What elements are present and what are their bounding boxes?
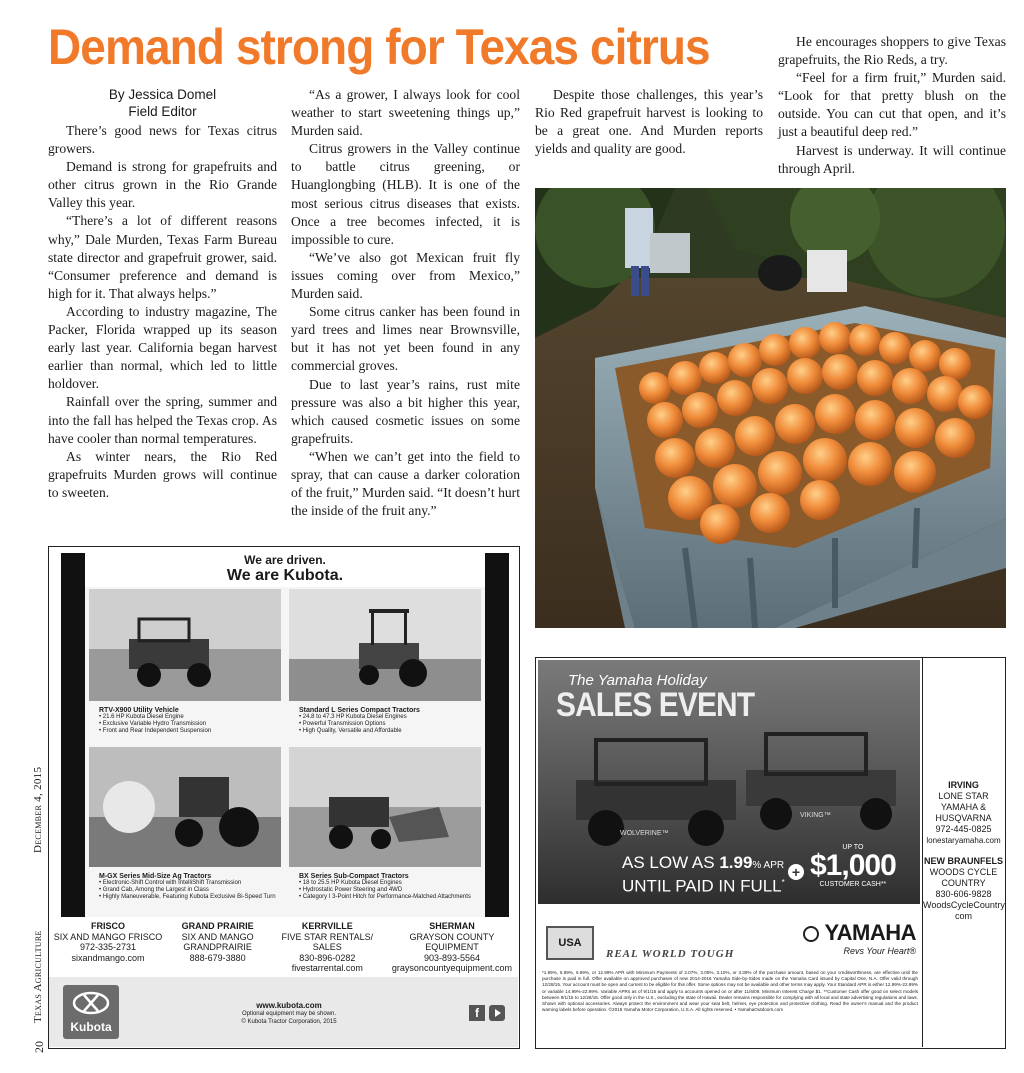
yamaha-dealers xyxy=(922,658,1007,1047)
yamaha-advertisement[interactable] xyxy=(535,657,1006,1049)
youtube-icon[interactable] xyxy=(489,1005,505,1021)
model-name: WOLVERINE xyxy=(620,830,662,837)
product-l-series xyxy=(299,707,479,735)
dealer-line: WOODS CYCLE xyxy=(929,867,998,877)
paragraph: “When we can’t get into the field to spray, that can cause a darker coloration of the fruit,” Murden said. “It doesn’t hurt the inside of the fruit any.” xyxy=(291,448,520,519)
play-icon xyxy=(489,1005,505,1021)
cash-label: CUSTOMER CASH** xyxy=(819,881,887,888)
dealer-line: SALES xyxy=(312,942,342,952)
kubota-copyright: © Kubota Tractor Corporation, 2015 xyxy=(241,1018,337,1025)
kubota-web xyxy=(219,1001,359,1026)
dealer-line: SIX AND MANGO FRISCO xyxy=(53,931,163,942)
yamaha-brand-text: YAMAHA xyxy=(824,920,916,945)
product-name: Standard L Series Compact Tractors xyxy=(299,707,420,714)
bullet-text: Category I 3-Point Hitch for Performance-Matched Attachments xyxy=(302,894,471,900)
bullet-dot: • xyxy=(99,714,103,720)
byline-author: By Jessica Domel xyxy=(108,87,217,102)
apr-prefix: AS LOW AS xyxy=(622,853,715,872)
page-number: 20 xyxy=(32,1041,46,1053)
yamaha-title-2: SALES EVENT xyxy=(556,686,755,724)
dealer-line: SIX AND MANGO xyxy=(181,931,254,942)
dealer-line: graysoncountyequipment.com xyxy=(391,963,512,973)
dealer-grand-prairie[interactable] xyxy=(168,921,268,974)
dealer-line: GRANDPRAIRIE xyxy=(183,942,252,952)
apr-rate: 1.99 xyxy=(719,853,753,872)
product-bullet xyxy=(99,728,279,735)
dealer-city: GRAND PRAIRIE xyxy=(181,921,254,931)
article-column-3 xyxy=(535,86,763,158)
upto-label: UP TO xyxy=(842,844,864,851)
made-in-usa-badge: USA xyxy=(546,926,594,960)
kubota-left-bar xyxy=(61,553,85,917)
bullet-text: Grand Cab, Among the Largest in Class xyxy=(102,887,209,893)
yamaha-fine-print: *1.99%, 5.99%, 6.99%, or 12.99% APR with Minimum Payments of 2.07%, 3.05%, 3.10%, or 3.39% of the purchase amount, based on your creditworthiness, are effective until the purchase is paid in full. Offer available on approved purchases of new 2014-2016 Yamaha Side-by-Sides made on the Yamaha Card issued by Capital One, N.A. Offer valid through 12/28/15. Your account must be open and current to be eligible for this offer. Some options may not be available and other terms may apply. Your Standard APR is either 12.99%-22.99% or variable 14.99%-22.99%. Variable APRs as of 9/1/15 and apply to accounts opened on or after 11/6/09. Minimum Interest Charge $1. **Customer Cash offer good on select models between 9/1/15 to 12/28/15. Offer good only in the U.S., excluding the state of Hawaii. Dealer remains responsible for complying with all local and state advertising regulations and laws. Shown with optional accessories. Always protect the environment and wear your seat belt, helmet, eye protection and protective clothing. Read the owner’s manual and the product warning labels before operation. ©2015 Yamaha Motor Corporation, U.S.A. All rights reserved. • YamahaOutdoors.com xyxy=(542,970,918,1013)
paragraph: “As a grower, I always look for cool weather to start sweetening things up,” Murden said. xyxy=(291,87,520,139)
bullet-text: Highly Maneuverable, Featuring Kubota Exclusive Bi-Speed Turn xyxy=(102,894,276,900)
bullet-text: 18 to 25.5 HP Kubota Diesel Engines xyxy=(302,880,402,886)
product-bx xyxy=(299,873,485,901)
product-bullet xyxy=(299,728,479,735)
apr-offer xyxy=(622,854,785,895)
dealer-line: 903-893-5564 xyxy=(423,952,480,963)
paragraph: Some citrus canker has been found in yard trees and limes near Brownsville, but it has not yet been found in any commercial groves. xyxy=(291,304,520,374)
dealer-line: 830-896-0282 xyxy=(299,952,356,963)
dealer-line: 972-335-2731 xyxy=(79,942,137,952)
headline: Demand strong for Texas citrus xyxy=(48,19,710,75)
yamaha-slogan: Revs Your Heart® xyxy=(843,946,916,956)
kubota-product-grid xyxy=(85,587,485,917)
apr-line xyxy=(622,854,785,874)
paragraph: According to industry magazine, The Packer, Florida wrapped up its season early last year. California began harvest earlier than normal, which led to little holdover. xyxy=(48,303,277,392)
paragraph: There’s good news for Texas citrus growers. xyxy=(48,123,277,157)
product-bullet xyxy=(99,894,289,901)
ag-tractor-image xyxy=(89,747,281,867)
bullet-dot: • xyxy=(99,894,103,900)
product-rtv xyxy=(99,707,279,735)
byline-role: Field Editor xyxy=(128,104,197,119)
side-by-side-vehicles xyxy=(566,730,916,850)
apr-term xyxy=(622,874,785,895)
dealer-line: com xyxy=(954,911,972,921)
kubota-logo xyxy=(63,985,119,1039)
model-viking: VIKING™ xyxy=(800,812,831,819)
utility-vehicle-image xyxy=(89,589,281,701)
bullet-text: High Quality, Versatile and Affordable xyxy=(302,728,402,734)
dealer-line: LONE STAR xyxy=(938,791,989,801)
yamaha-logo xyxy=(798,920,916,956)
real-world-tough: REAL WORLD TOUGH xyxy=(606,948,735,960)
kubota-url[interactable]: www.kubota.com xyxy=(256,1001,322,1010)
yamaha-brand xyxy=(798,920,916,946)
dealer-frisco[interactable] xyxy=(53,921,163,974)
bullet-text: 24.8 to 47.3 HP Kubota Diesel Engines xyxy=(302,714,407,720)
kubota-right-bar xyxy=(485,553,509,917)
paragraph: “There’s a lot of different reasons why,” Dale Murden, Texas Farm Bureau state director and grapefruit grower, said. “Consumer preference and demand is high for it. That always helps.” xyxy=(48,213,277,301)
product-bullet xyxy=(299,894,485,901)
dealer-line: YAMAHA & xyxy=(940,802,987,812)
bullet-dot: • xyxy=(299,880,303,886)
product-bullet xyxy=(299,714,479,721)
kubota-footer xyxy=(49,977,518,1047)
paragraph: Demand is strong for grapefruits and other citrus grown in the Rio Grande Valley this year. xyxy=(48,159,277,211)
kubota-logo-text: Kubota xyxy=(70,1020,112,1034)
dealer-line: GRAYSON COUNTY xyxy=(409,931,495,942)
yamaha-slogan-text: Revs Your Heart xyxy=(843,946,910,956)
dealer-city: SHERMAN xyxy=(429,921,475,931)
product-bullet xyxy=(299,880,485,887)
article-column-4 xyxy=(778,33,1006,178)
dealer-line: sixandmango.com xyxy=(71,952,145,963)
paragraph: “We’ve also got Mexican fruit fly issues coming over from Mexico,” Murden said. xyxy=(291,249,520,302)
facebook-icon[interactable]: f xyxy=(469,1005,485,1021)
paragraph: Due to last year’s rains, rust mite pressure was also a bit higher this year, which caused cosmetic issues on some grapefruits. xyxy=(291,376,520,446)
bullet-dot: • xyxy=(299,728,303,734)
bullet-dot: • xyxy=(299,721,303,727)
kubota-advertisement[interactable] xyxy=(48,546,520,1049)
tuning-fork-icon xyxy=(803,926,819,942)
dealer-city: IRVING xyxy=(948,780,979,790)
kubota-note: Optional equipment may be shown. xyxy=(241,1011,337,1017)
customer-cash xyxy=(810,844,896,888)
dealer-city: KERRVILLE xyxy=(301,921,353,931)
product-m-gx xyxy=(99,873,289,901)
photo-illustration xyxy=(535,188,1006,628)
product-bullet xyxy=(99,714,279,721)
dealer-irving[interactable] xyxy=(923,780,1004,846)
dealer-sherman[interactable] xyxy=(387,921,517,974)
paragraph: Harvest is underway. It will continue through April. xyxy=(778,142,1006,176)
product-name: BX Series Sub-Compact Tractors xyxy=(299,873,409,880)
paragraph: “Feel for a firm fruit,” Murden said. “Look for that pretty blush on the outside. You can cut that open, and it’s just a beautiful deep red.” xyxy=(778,70,1006,140)
bullet-dot: • xyxy=(99,887,103,893)
model-wolverine: WOLVERINE™ xyxy=(620,830,669,837)
kubota-tagline-2: We are Kubota. xyxy=(226,567,344,584)
publication-name: Texas Agriculture xyxy=(32,930,44,1023)
dealer-city: NEW BRAUNFELS xyxy=(924,856,1003,866)
dealer-city: FRISCO xyxy=(90,921,125,931)
footnote-mark: * xyxy=(781,878,785,887)
dealer-line: 972-445-0825 xyxy=(935,824,992,834)
yamaha-title-1: The Yamaha Holiday xyxy=(568,672,707,689)
dealer-line: FIVE STAR RENTALS/ xyxy=(281,931,374,942)
paragraph: Citrus growers in the Valley continue to battle citrus greening, or Huanglongbing (HLB). It is one of the most serious citrus diseases that exists. Once a tree becomes infected, it is impossible to cure. xyxy=(291,141,520,247)
paragraph: As winter nears, the Rio Red grapefruits Murden grows will continue to sweeten. xyxy=(48,448,277,500)
apr-suffix: % APR xyxy=(752,860,785,871)
paragraph: Rainfall over the spring, summer and into the fall has helped the Texas crop. As have cooler than normal temperatures. xyxy=(48,394,277,446)
kubota-logo-icon xyxy=(71,991,111,1015)
bullet-text: Hydrostatic Power Steering and 4WD xyxy=(302,887,403,893)
cash-label-text: CUSTOMER CASH xyxy=(819,881,881,888)
dealer-line: 888-679-3880 xyxy=(189,952,246,963)
bullet-text: Powerful Transmission Options xyxy=(302,721,386,727)
model-name: VIKING xyxy=(800,812,824,819)
dealer-line: HUSQVARNA xyxy=(935,813,992,823)
paragraph: Despite those challenges, this year’s Rio Red grapefruit harvest is looking to be a great one. And Murden reports yields and quality are good. xyxy=(535,87,763,157)
plus-icon: + xyxy=(788,864,804,880)
bullet-dot: • xyxy=(299,714,303,720)
sub-compact-tractor-image xyxy=(289,747,481,867)
bullet-text: 21.6 HP Kubota Diesel Engine xyxy=(102,714,184,720)
paragraph: He encourages shoppers to give Texas grapefruits, the Rio Reds, a try. xyxy=(778,34,1006,68)
bullet-dot: • xyxy=(99,728,103,734)
compact-tractor-image xyxy=(289,589,481,701)
product-name: M-GX Series Mid-Size Ag Tractors xyxy=(99,873,212,880)
dealer-line: fivestarrental.com xyxy=(291,963,363,973)
dealer-kerrville[interactable] xyxy=(272,921,382,974)
product-bullet xyxy=(99,721,279,728)
grapefruit-harvest-photo xyxy=(535,188,1006,628)
product-bullet xyxy=(299,887,485,894)
cash-amount: $1,000 xyxy=(810,849,896,882)
article-column-2 xyxy=(291,86,520,520)
dealer-line: EQUIPMENT xyxy=(425,942,479,952)
product-bullet xyxy=(99,880,289,887)
page-footer-vertical xyxy=(32,766,48,1073)
apr-term-text: UNTIL PAID IN FULL xyxy=(622,876,782,896)
bullet-dot: • xyxy=(299,894,303,900)
bullet-dot: • xyxy=(299,887,303,893)
issue-date: December 4, 2015 xyxy=(32,766,44,853)
byline xyxy=(48,86,277,120)
yamaha-hero xyxy=(538,660,920,904)
bullet-dot: • xyxy=(99,721,103,727)
dealer-line: 830-606-9828 xyxy=(935,889,992,899)
kubota-tagline xyxy=(85,553,485,585)
product-name: RTV-X900 Utility Vehicle xyxy=(99,707,179,714)
dealer-line: lonestaryamaha.com xyxy=(926,836,1001,845)
dealer-line: WoodsCycleCountry. xyxy=(923,900,1007,910)
product-bullet xyxy=(299,721,479,728)
article-column-1 xyxy=(48,86,277,502)
dealer-line: COUNTRY xyxy=(941,878,986,888)
bullet-text: Electronic-Shift Control with IntelliShift Transmission xyxy=(102,880,242,886)
dealer-new-braunfels[interactable] xyxy=(923,856,1007,922)
kubota-tagline-1: We are driven. xyxy=(244,553,326,567)
bullet-text: Exclusive Variable Hydro Transmission xyxy=(102,721,207,727)
bullet-text: Front and Rear Independent Suspension xyxy=(102,728,212,734)
kubota-dealers xyxy=(53,921,517,974)
bullet-dot: • xyxy=(99,880,103,886)
product-bullet xyxy=(99,887,289,894)
